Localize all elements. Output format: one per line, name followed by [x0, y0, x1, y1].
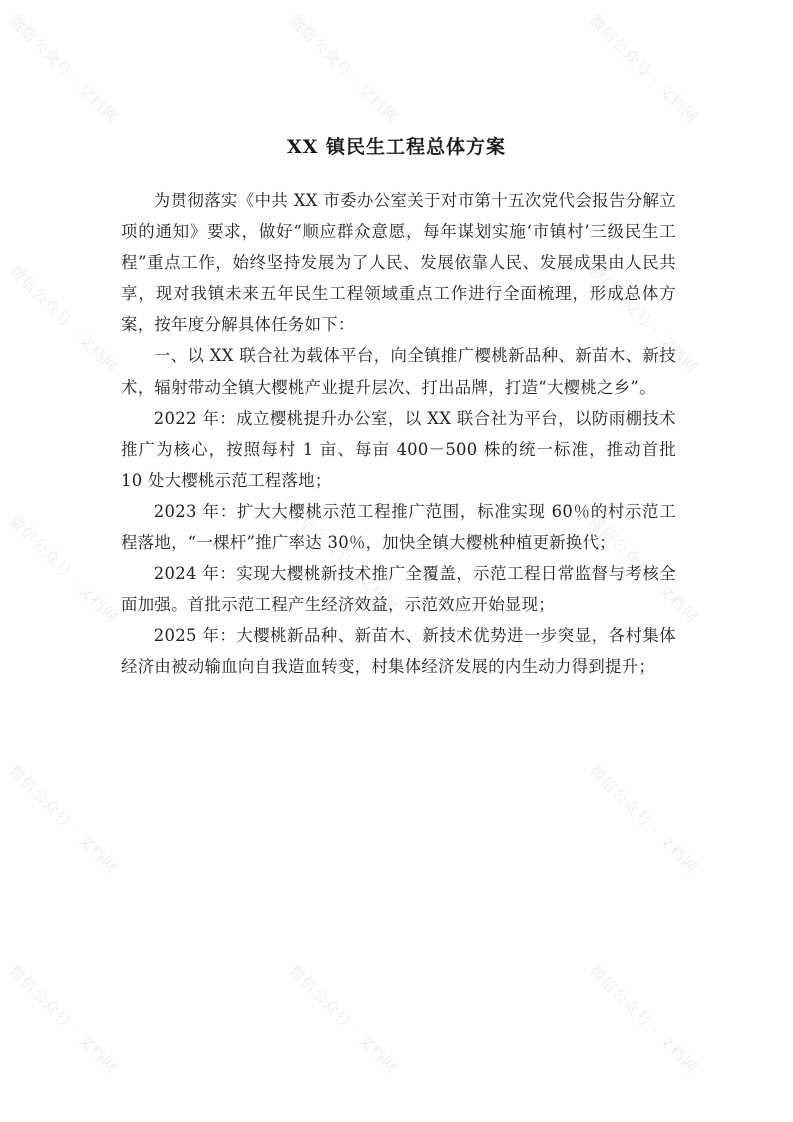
watermark-text: 微信公众号 · 文档网 [585, 511, 702, 627]
watermark-text: 微信公众号 · 文档网 [585, 761, 702, 877]
page-title: XX 镇民生工程总体方案 [286, 136, 507, 158]
year-2023-paragraph: 2023 年：扩大大樱桃示范工程推广范围，标准实现 60％的村示范工程落地，“一棵杆”推广率达 30％，加快全镇大樱桃种植更新换代； [121, 501, 676, 553]
watermark-text: 微信公众号 · 文档网 [5, 11, 122, 127]
watermark-text: 微信公众号 · 文档网 [5, 261, 122, 377]
watermark-text: 微信公众号 · 文档网 [5, 961, 122, 1077]
document-body [121, 185, 676, 683]
intro-paragraph: 为贯彻落实《中共 XX 市委办公室关于对市第十五次党代会报告分解立项的通知》要求，做好“顺应群众意愿，每年谋划实施‘市镇村’三级民生工程”重点工作，始终坚持发展为了人民、发展依靠人民、发展成果由人民共享，现对我镇未来五年民生工程领域重点工作进行全面梳理，形成总体方案，按年度分解具体任务如下： [121, 191, 676, 335]
watermark-text: 微信公众号 · 文档网 [285, 501, 402, 617]
watermark-text: 微信公众号 · 文档网 [5, 511, 122, 627]
watermark-text: 微信公众号 · 文档网 [5, 761, 122, 877]
watermark-text: 微信公众号 · 文档网 [585, 961, 702, 1077]
watermark-text: 微信公众号 · 文档网 [585, 11, 702, 127]
watermark-text: 微信公众号 · 文档网 [585, 261, 702, 377]
year-2022-paragraph: 2022 年：成立樱桃提升办公室，以 XX 联合社为平台，以防雨棚技术推广为核心，按照每村 1 亩、每亩 400－500 株的统一标准，推动首批 10 处大樱桃示范工程落地； [121, 408, 676, 490]
watermark-text: 微信公众号 · 文档网 [285, 961, 402, 1077]
year-2025-paragraph: 2025 年：大樱桃新品种、新苗木、新技术优势进一步突显，各村集体经济由被动输血向自我造血转变，村集体经济发展的内生动力得到提升； [121, 626, 676, 677]
section-paragraph: 一、以 XX 联合社为载体平台，向全镇推广樱桃新品种、新苗木、新技术，辐射带动全镇大樱桃产业提升层次、打出品牌，打造“大樱桃之乡”。 [121, 346, 676, 397]
year-2024-paragraph: 2024 年：实现大樱桃新技术推广全覆盖，示范工程日常监督与考核全面加强。首批示范工程产生经济效益，示范效应开始显现； [121, 564, 676, 615]
watermark-text: 微信公众号 · 文档网 [285, 11, 402, 127]
